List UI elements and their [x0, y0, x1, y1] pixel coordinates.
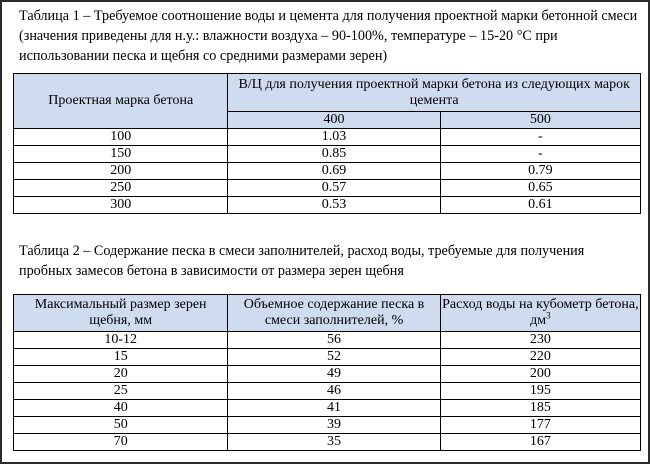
- table-cell-water: 230: [440, 332, 640, 349]
- table-cell-water: 220: [440, 349, 640, 366]
- table-cell-c400: 0.53: [228, 197, 440, 214]
- table-cell-c400: 1.03: [228, 129, 440, 146]
- table1-header-cement-500: 500: [440, 112, 640, 129]
- table2-sand-water-content: [13, 294, 641, 451]
- table-row: [14, 180, 641, 197]
- table-cell-sand: 49: [228, 366, 440, 383]
- table-cell-sand: 39: [228, 417, 440, 434]
- table-cell-grade: 250: [14, 180, 228, 197]
- table-cell-water: 200: [440, 366, 640, 383]
- table-cell-water: 185: [440, 400, 640, 417]
- table-row: [14, 332, 641, 349]
- table-cell-grade: 100: [14, 129, 228, 146]
- table-row: [14, 434, 641, 451]
- table-cell-grade: 300: [14, 197, 228, 214]
- table-cell-c400: 0.69: [228, 163, 440, 180]
- table-cell-size: 40: [14, 400, 228, 417]
- table-cell-c400: 0.85: [228, 146, 440, 163]
- table-row: [14, 349, 641, 366]
- table-cell-c500: 0.79: [440, 163, 640, 180]
- table-cell-sand: 35: [228, 434, 440, 451]
- table-cell-sand: 52: [228, 349, 440, 366]
- table-cell-size: 25: [14, 383, 228, 400]
- table-cell-water: 195: [440, 383, 640, 400]
- table2-header-water-unit-sup: 3: [546, 310, 551, 321]
- table-row: [14, 400, 641, 417]
- table-cell-c500: 0.61: [440, 197, 640, 214]
- table1-caption: Таблица 1 – Требуемое соотношение воды и цемента для получения проектной марки бетонной смеси (значения приведены для н.у.: влажности воздуха – 90-100%, температуре – 15-20 °С при использовании песка и щебня со средними размерами зерен): [19, 8, 638, 64]
- table-row: [14, 163, 641, 180]
- table-cell-sand: 41: [228, 400, 440, 417]
- table-cell-water: 167: [440, 434, 640, 451]
- table-cell-c500: -: [440, 146, 640, 163]
- table-cell-size: 70: [14, 434, 228, 451]
- table2-header-water-text: Расход воды на кубометр бетона, дм: [442, 297, 639, 328]
- table-cell-size: 50: [14, 417, 228, 434]
- table1-header-ratio: В/Ц для получения проектной марки бетона из следующих марок цемента: [228, 74, 641, 112]
- table-cell-c500: 0.65: [440, 180, 640, 197]
- table-cell-c500: -: [440, 129, 640, 146]
- table-cell-grade: 150: [14, 146, 228, 163]
- table-row: [14, 417, 641, 434]
- table-cell-size: 15: [14, 349, 228, 366]
- table2-header-water: [440, 295, 640, 332]
- table-row: [14, 197, 641, 214]
- table-cell-size: 10-12: [14, 332, 228, 349]
- table2-header-size: Максимальный размер зерен щебня, мм: [14, 295, 228, 332]
- table-cell-sand: 56: [228, 332, 440, 349]
- table-row: [14, 366, 641, 383]
- table2-caption: Таблица 2 – Содержание песка в смеси заполнителей, расход воды, требуемые для получения пробных замесов бетона в зависимости от размера зерен щебня: [19, 243, 585, 279]
- table-cell-water: 177: [440, 417, 640, 434]
- table-row: [14, 146, 641, 163]
- table1-header-grade: Проектная марка бетона: [14, 74, 228, 129]
- table-row: [14, 129, 641, 146]
- table-cell-size: 20: [14, 366, 228, 383]
- table1-water-cement-ratio: [13, 73, 641, 214]
- table-cell-sand: 46: [228, 383, 440, 400]
- table-cell-grade: 200: [14, 163, 228, 180]
- table1-header-cement-400: 400: [228, 112, 440, 129]
- table2-header-sand: Объемное содержание песка в смеси заполнителей, %: [228, 295, 440, 332]
- table-row: [14, 383, 641, 400]
- table-cell-c400: 0.57: [228, 180, 440, 197]
